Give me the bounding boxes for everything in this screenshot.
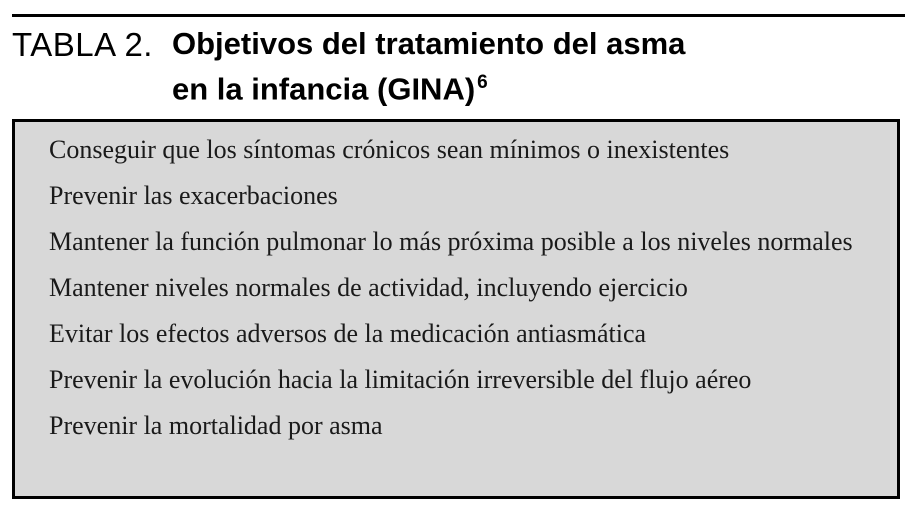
- table-label: TABLA 2.: [12, 26, 153, 63]
- top-rule: [12, 14, 905, 17]
- objectives-list: [15, 122, 897, 442]
- table-title-text: en la infancia (GINA): [172, 71, 476, 107]
- objective-item: Mantener niveles normales de actividad, incluyendo ejercicio: [49, 273, 688, 302]
- objectives-panel: [12, 119, 900, 499]
- objective-item: Mantener la función pulmonar lo más próxima posible a los niveles normales: [49, 227, 853, 256]
- objective-item: Conseguir que los síntomas crónicos sean mínimos o inexistentes: [49, 135, 730, 164]
- table-title-line-1: Objetivos del tratamiento del asma: [172, 26, 686, 61]
- objective-item: Evitar los efectos adversos de la medicación antiasmática: [49, 319, 647, 348]
- objective-item: Prevenir la mortalidad por asma: [49, 411, 383, 440]
- objective-item: Prevenir las exacerbaciones: [49, 181, 338, 210]
- table-reference: 6: [477, 72, 488, 93]
- table-title-line-2: [172, 71, 488, 107]
- objective-item: Prevenir la evolución hacia la limitación irreversible del flujo aéreo: [49, 365, 752, 394]
